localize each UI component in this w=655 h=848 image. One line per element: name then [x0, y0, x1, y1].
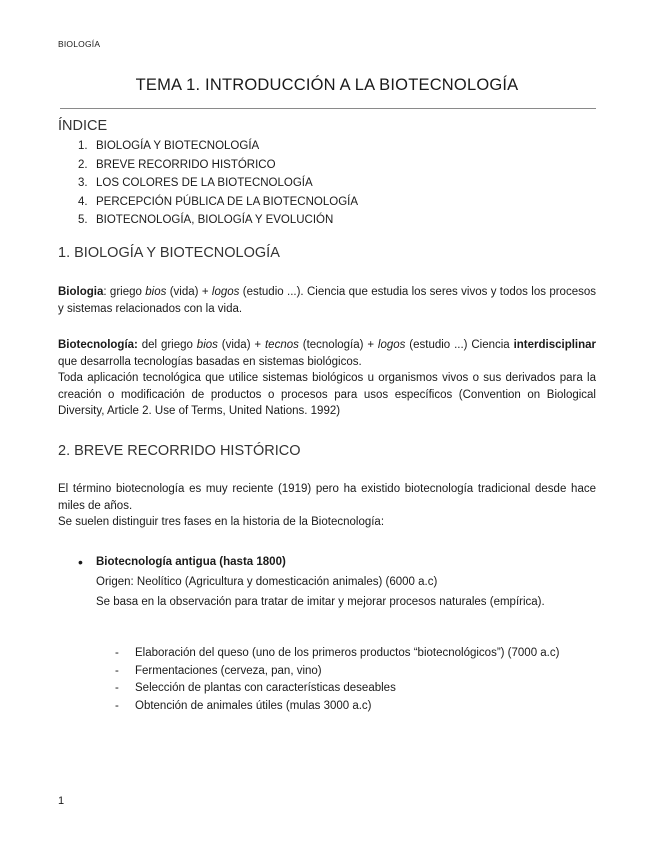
text-run: (estudio ...) Ciencia: [405, 339, 514, 351]
index-item-label: BREVE RECORRIDO HISTÓRICO: [96, 158, 276, 171]
phase-basis: Se basa en la observación para tratar de imitar y mejorar procesos naturales (empírica).: [96, 596, 545, 608]
text-run: del griego: [137, 339, 197, 351]
index-item: [78, 193, 358, 212]
list-item: [115, 645, 597, 663]
bios-term: bios: [196, 339, 218, 351]
list-item-text: Selección de plantas con características deseables: [135, 682, 396, 694]
text-run: (estudio ...). Ciencia que estudia los seres vivos y todos los procesos y sistemas relacionados con la vida.: [58, 286, 596, 315]
index-item-number: 2.: [78, 158, 88, 171]
phase-origin: Origen: Neolítico (Agricultura y domesticación animales) (6000 a.c): [96, 576, 438, 588]
document-title: TEMA 1. INTRODUCCIÓN A LA BIOTECNOLOGÍA: [135, 76, 519, 94]
history-phases-intro: Se suelen distinguir tres fases en la historia de la Biotecnología:: [58, 516, 385, 528]
text-run: (vida) +: [166, 286, 212, 298]
phase-title: Biotecnología antigua (hasta 1800): [96, 556, 286, 568]
index-item-number: 5.: [78, 214, 88, 227]
index-item-label: BIOLOGÍA Y BIOTECNOLOGÍA: [96, 140, 260, 152]
title-divider: [60, 108, 596, 109]
biologia-paragraph: [58, 284, 596, 317]
definition-paragraph: Toda aplicación tecnológica que utilice sistemas biológicos u organismos vivos o sus derivados para la creación o modificación de productos o procesos para usos específicos (Convention on Biological Diversity, Article 2. Use of Terms, United Nations. 1992): [58, 372, 596, 417]
index-item-label: PERCEPCIÓN PÚBLICA DE LA BIOTECNOLOGÍA: [96, 195, 359, 208]
list-item-text: Fermentaciones (cerveza, pan, vino): [135, 664, 322, 677]
index-item: [78, 174, 358, 193]
list-item: [115, 698, 597, 716]
index-item-number: 1.: [78, 140, 88, 152]
tecnos-term: tecnos: [264, 339, 299, 351]
text-run: (tecnología) +: [298, 339, 378, 351]
biotecnologia-paragraph: [58, 337, 596, 420]
logos-term: logos: [211, 286, 240, 298]
index-item-label: BIOTECNOLOGÍA, BIOLOGÍA Y EVOLUCIÓN: [96, 214, 334, 227]
page-number: 1: [58, 795, 65, 807]
dash-marker: -: [115, 682, 119, 694]
index-item-number: 3.: [78, 177, 88, 190]
history-paragraph: El término biotecnología es muy reciente (1919) pero ha existido biotecnología tradicional desde hace miles de años.: [58, 483, 596, 512]
logos-term: logos: [377, 339, 406, 351]
list-item: [115, 663, 597, 681]
index-item-number: 4.: [78, 195, 88, 208]
text-run: : griego: [103, 286, 146, 298]
section-2-heading: 2. BREVE RECORRIDO HISTÓRICO: [58, 443, 301, 459]
dash-marker: -: [115, 647, 119, 659]
header-label: BIOLOGÍA: [58, 39, 101, 49]
dash-marker: -: [115, 699, 119, 712]
ancient-examples-list: [115, 645, 597, 715]
biotecnologia-term: Biotecnología:: [58, 339, 138, 351]
index-heading: ÍNDICE: [58, 118, 108, 134]
index-item: [78, 156, 358, 175]
phase-ancient: [78, 553, 596, 613]
dash-marker: -: [115, 664, 119, 677]
index-list: [78, 137, 358, 230]
section-1-heading: 1. BIOLOGÍA Y BIOTECNOLOGÍA: [58, 245, 280, 261]
index-item: [78, 137, 358, 156]
text-run: (vida) +: [217, 339, 265, 351]
bios-term: bios: [145, 286, 167, 298]
history-intro: [58, 481, 596, 531]
list-item-text: Obtención de animales útiles (mulas 3000 a.c): [135, 699, 372, 712]
biologia-term: Biologia: [58, 286, 104, 298]
interdisciplinar-term: interdisciplinar: [513, 339, 597, 351]
bullet-icon: •: [78, 554, 83, 570]
index-item: [78, 211, 358, 230]
index-item-label: LOS COLORES DE LA BIOTECNOLOGÍA: [96, 177, 313, 190]
list-item-text: Elaboración del queso (uno de los primeros productos “biotecnológicos”) (7000 a.c): [135, 647, 560, 659]
text-run: que desarrolla tecnologías basadas en sistemas biológicos.: [58, 355, 362, 368]
list-item: [115, 680, 597, 698]
